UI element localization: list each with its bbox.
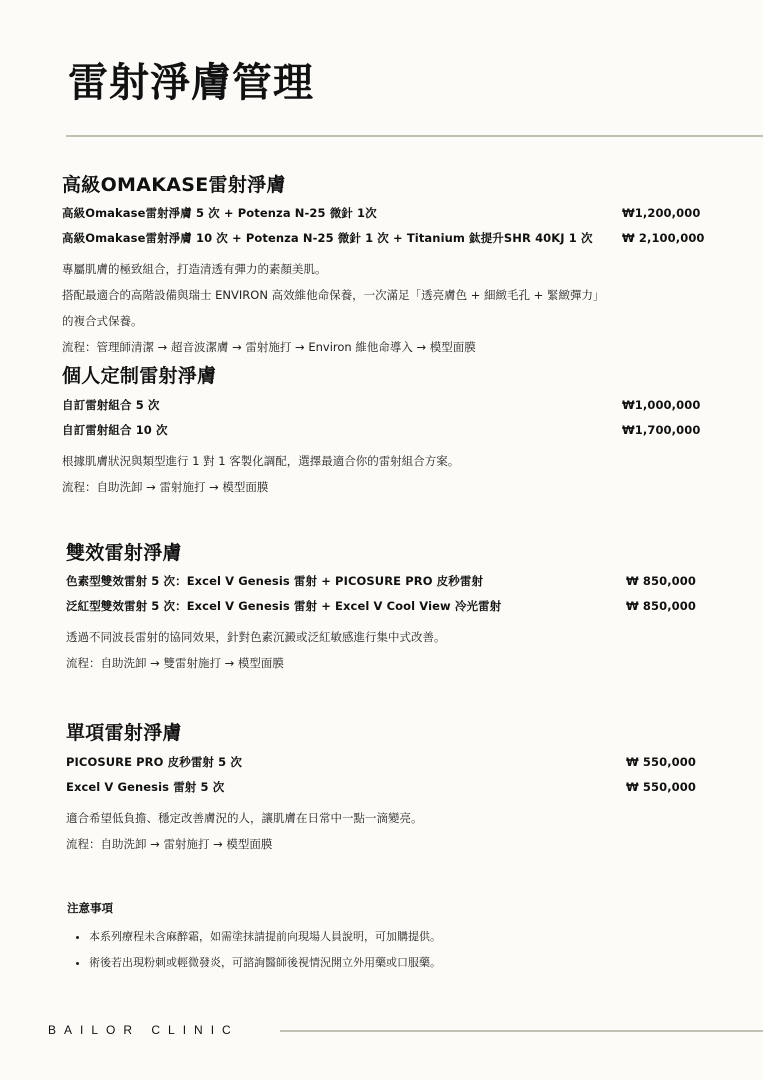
item-price: ₩ 550,000	[626, 754, 696, 769]
price-row	[62, 225, 705, 250]
section-title: 單項雷射淨膚	[66, 722, 182, 744]
item-name: 自訂雷射組合 5 次	[62, 397, 160, 412]
item-price: ₩ 550,000	[626, 779, 696, 794]
item-name: 高級Omakase雷射淨膚 5 次 + Potenza N-25 微針 1次	[62, 205, 377, 220]
item-name: 自訂雷射組合 10 次	[62, 422, 168, 437]
item-price: ₩ 2,100,000	[622, 230, 705, 245]
process-line: 流程：自助洗卸 → 雙雷射施打 → 模型面膜	[66, 656, 284, 670]
price-row	[62, 417, 702, 442]
note-item: • 本系列療程未含麻醉霜，如需塗抹請提前向現場人員說明，可加購提供。	[89, 924, 687, 950]
price-row	[66, 774, 706, 799]
section-omakase	[62, 172, 705, 360]
note-item: • 術後若出現粉刺或輕微發炎，可諮詢醫師後視情況開立外用藥或口服藥。	[89, 950, 687, 976]
item-name: 泛紅型雙效雷射 5 次：Excel V Genesis 雷射 + Excel V Cool View 冷光雷射	[66, 598, 502, 613]
process-line: 流程：自助洗卸 → 雷射施打 → 模型面膜	[62, 480, 269, 494]
section-single	[66, 720, 706, 857]
price-row	[66, 593, 706, 618]
description-line: 的複合式保養。	[62, 314, 143, 328]
item-price: ₩1,700,000	[622, 422, 701, 437]
item-name: 色素型雙效雷射 5 次：Excel V Genesis 雷射 + PICOSURE PRO 皮秒雷射	[66, 573, 484, 588]
description-line: 透過不同波長雷射的協同效果，針對色素沉澱或泛紅敏感進行集中式改善。	[66, 630, 446, 644]
item-name: 高級Omakase雷射淨膚 10 次 + Potenza N-25 微針 1 次 + Titanium 鈦提升SHR 40KJ 1 次	[62, 230, 593, 245]
item-price: ₩ 850,000	[626, 573, 696, 588]
section-title: 雙效雷射淨膚	[66, 542, 182, 564]
title-divider	[66, 135, 763, 137]
price-row	[66, 568, 706, 593]
section-description	[66, 624, 706, 676]
notes-section	[67, 898, 687, 976]
page-title: 雷射淨膚管理	[68, 60, 314, 106]
footer-brand: BAILOR CLINIC	[48, 1023, 239, 1037]
footer-divider	[280, 1030, 763, 1032]
section-description	[62, 448, 702, 500]
price-row	[66, 749, 706, 774]
item-price: ₩1,200,000	[622, 205, 701, 220]
section-dual	[66, 540, 706, 676]
process-line: 流程：管理師清潔 → 超音波潔膚 → 雷射施打 → Environ 維他命導入 → 模型面膜	[62, 340, 476, 354]
section-title: 高級OMAKASE雷射淨膚	[62, 174, 286, 196]
description-line: 搭配最適合的高階設備與瑞士 ENVIRON 高效維他命保養，一次滿足「透亮膚色 + 細緻毛孔 + 緊緻彈力」	[62, 288, 605, 302]
item-price: ₩ 850,000	[626, 598, 696, 613]
item-name: Excel V Genesis 雷射 5 次	[66, 779, 225, 794]
notes-title: 注意事項	[67, 901, 113, 915]
section-title: 個人定制雷射淨膚	[62, 365, 217, 387]
section-description	[62, 256, 702, 360]
description-line: 專屬肌膚的極致組合，打造清透有彈力的素顏美肌。	[62, 262, 327, 276]
process-line: 流程：自助洗卸 → 雷射施打 → 模型面膜	[66, 837, 273, 851]
description-line: 適合希望低負擔、穩定改善膚況的人，讓肌膚在日常中一點一滴變亮。	[66, 811, 423, 825]
notes-list	[67, 924, 687, 976]
price-row	[62, 200, 702, 225]
section-custom	[62, 363, 702, 500]
description-line: 根據肌膚狀況與類型進行 1 對 1 客製化調配，選擇最適合你的雷射組合方案。	[62, 454, 460, 468]
item-name: PICOSURE PRO 皮秒雷射 5 次	[66, 754, 242, 769]
item-price: ₩1,000,000	[622, 397, 701, 412]
section-description	[66, 805, 706, 857]
price-row	[62, 392, 702, 417]
